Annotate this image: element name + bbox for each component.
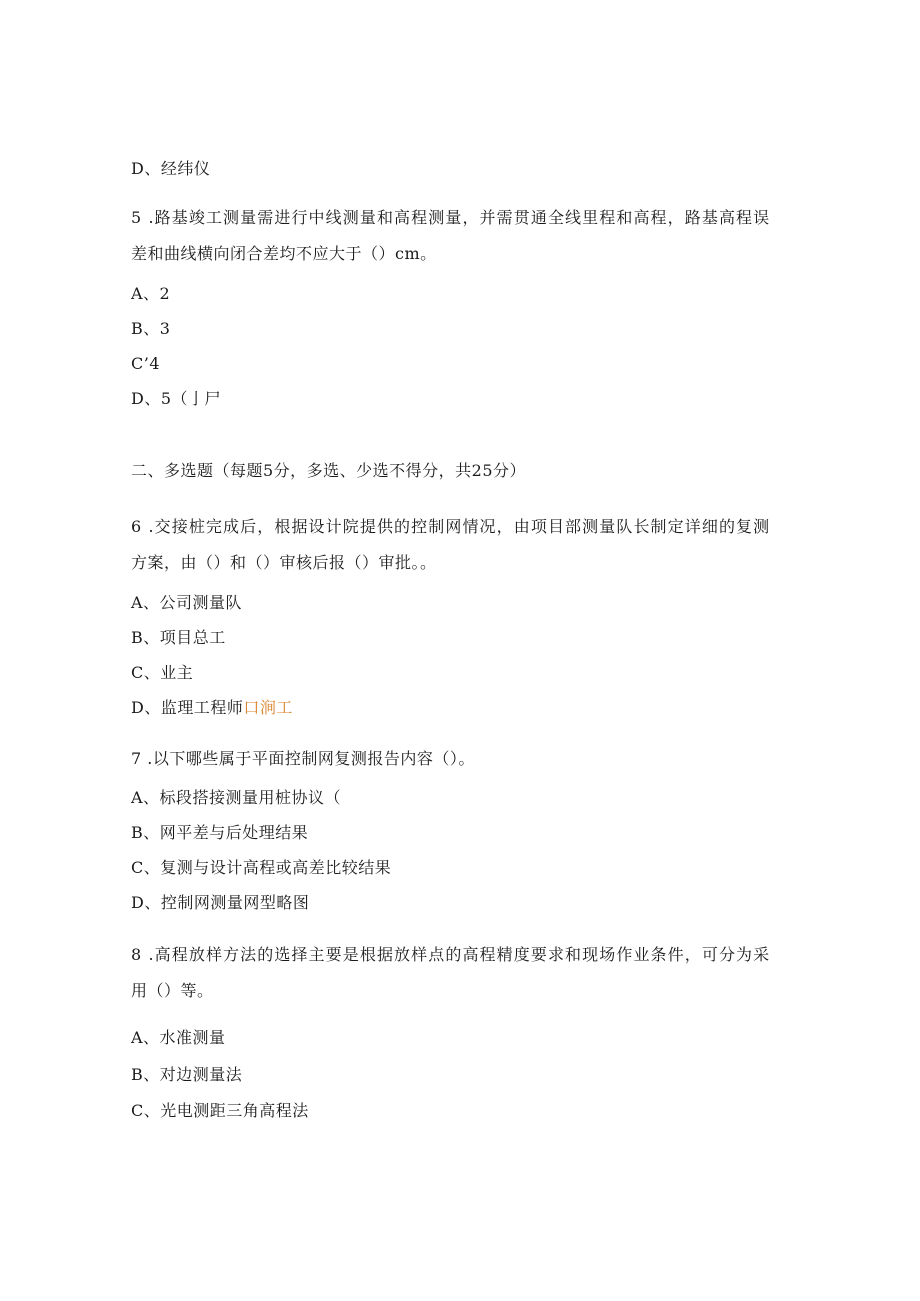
- q6-option-a: A、公司测量队: [131, 593, 243, 612]
- q5-stem-line-2: 差和曲线横向闭合差均不应大于（）cm。: [131, 244, 437, 263]
- q5-stem-line-1: 5 .路基竣工测量需进行中线测量和高程测量，并需贯通全线里程和高程，路基高程误: [131, 208, 771, 227]
- q8-option-b: B、对边测量法: [131, 1065, 243, 1084]
- section-heading-multiple-choice: 二、多选题（每题5分，多选、少选不得分，共25分）: [131, 461, 527, 480]
- q6-option-c: C、业主: [131, 663, 194, 682]
- q5-option-b: B、3: [131, 319, 171, 338]
- q8-option-c: C、光电测距三角高程法: [131, 1101, 309, 1120]
- q8-stem-line-1: 8 .高程放样方法的选择主要是根据放样点的高程精度要求和现场作业条件，可分为采: [131, 945, 771, 964]
- q5-option-c: C’4: [131, 354, 161, 373]
- q7-option-a: A、标段搭接测量用桩协议（: [131, 788, 342, 807]
- q5-option-d: D、5（亅尸: [131, 389, 222, 408]
- q7-option-c: C、复测与设计高程或高差比较结果: [131, 858, 392, 877]
- prev-question-option-d: D、经纬仪: [131, 159, 211, 178]
- q6-option-b: B、项目总工: [131, 628, 226, 647]
- q8-option-a: A、水准测量: [131, 1028, 226, 1047]
- q6-option-d-text: D、监理工程师: [131, 698, 244, 717]
- q6-option-d-mark: 口涧工: [243, 698, 293, 717]
- q6-stem-line-1: 6 .交接桩完成后，根据设计院提供的控制网情况，由项目部测量队长制定详细的复测: [131, 517, 771, 536]
- q7-stem-line-1: 7 .以下哪些属于平面控制网复测报告内容（）。: [131, 749, 475, 768]
- q8-stem-line-2: 用（）等。: [131, 981, 214, 1000]
- q5-option-a: A、2: [131, 284, 171, 303]
- q7-option-d: D、控制网测量网型略图: [131, 893, 310, 912]
- q6-option-d: [131, 698, 293, 718]
- q7-option-b: B、网平差与后处理结果: [131, 823, 309, 842]
- q6-stem-line-2: 方案，由（）和（）审核后报（）审批。。: [131, 553, 437, 572]
